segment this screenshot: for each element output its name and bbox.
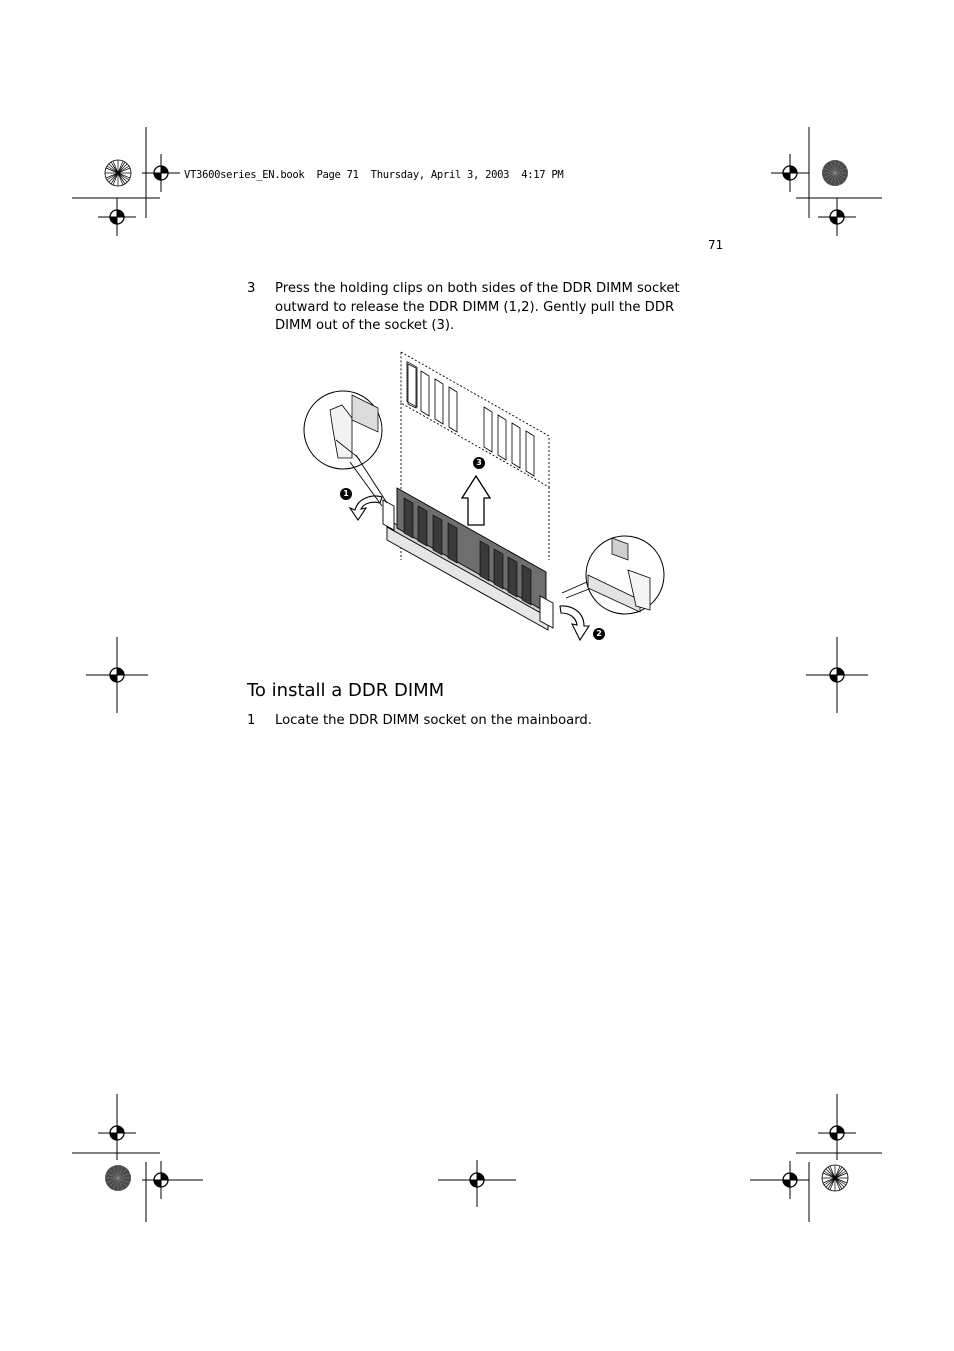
step-3 xyxy=(247,280,707,340)
step-text-line: Press the holding clips on both sides of the DDR DIMM socket xyxy=(275,281,680,296)
callout-badge-1 xyxy=(340,488,352,500)
step-number: 1 xyxy=(247,713,256,728)
step-text-line: Locate the DDR DIMM socket on the mainboard. xyxy=(275,713,592,728)
page-number: 71 xyxy=(708,238,724,252)
ghost-dimm-chips xyxy=(407,362,417,408)
left-clip xyxy=(383,500,394,530)
callout-number: 2 xyxy=(596,629,602,638)
running-header: VT3600series_EN.book Page 71 Thursday, April 3, 2003 4:17 PM xyxy=(184,169,564,181)
zoom-detail-right xyxy=(562,536,664,614)
step-number: 3 xyxy=(247,281,256,296)
up-arrow-icon xyxy=(462,476,490,525)
callout-number: 1 xyxy=(343,489,349,498)
curved-arrow-icon xyxy=(560,606,589,640)
callout-number: 3 xyxy=(476,458,482,467)
section-heading: To install a DDR DIMM xyxy=(247,680,445,701)
step-1 xyxy=(247,712,707,732)
callout-badge-2 xyxy=(593,628,605,640)
callout-badge-3 xyxy=(473,457,485,469)
step-text-line: outward to release the DDR DIMM (1,2). Gently pull the DDR xyxy=(275,299,675,315)
step-text-line: DIMM out of the socket (3). xyxy=(275,318,455,334)
